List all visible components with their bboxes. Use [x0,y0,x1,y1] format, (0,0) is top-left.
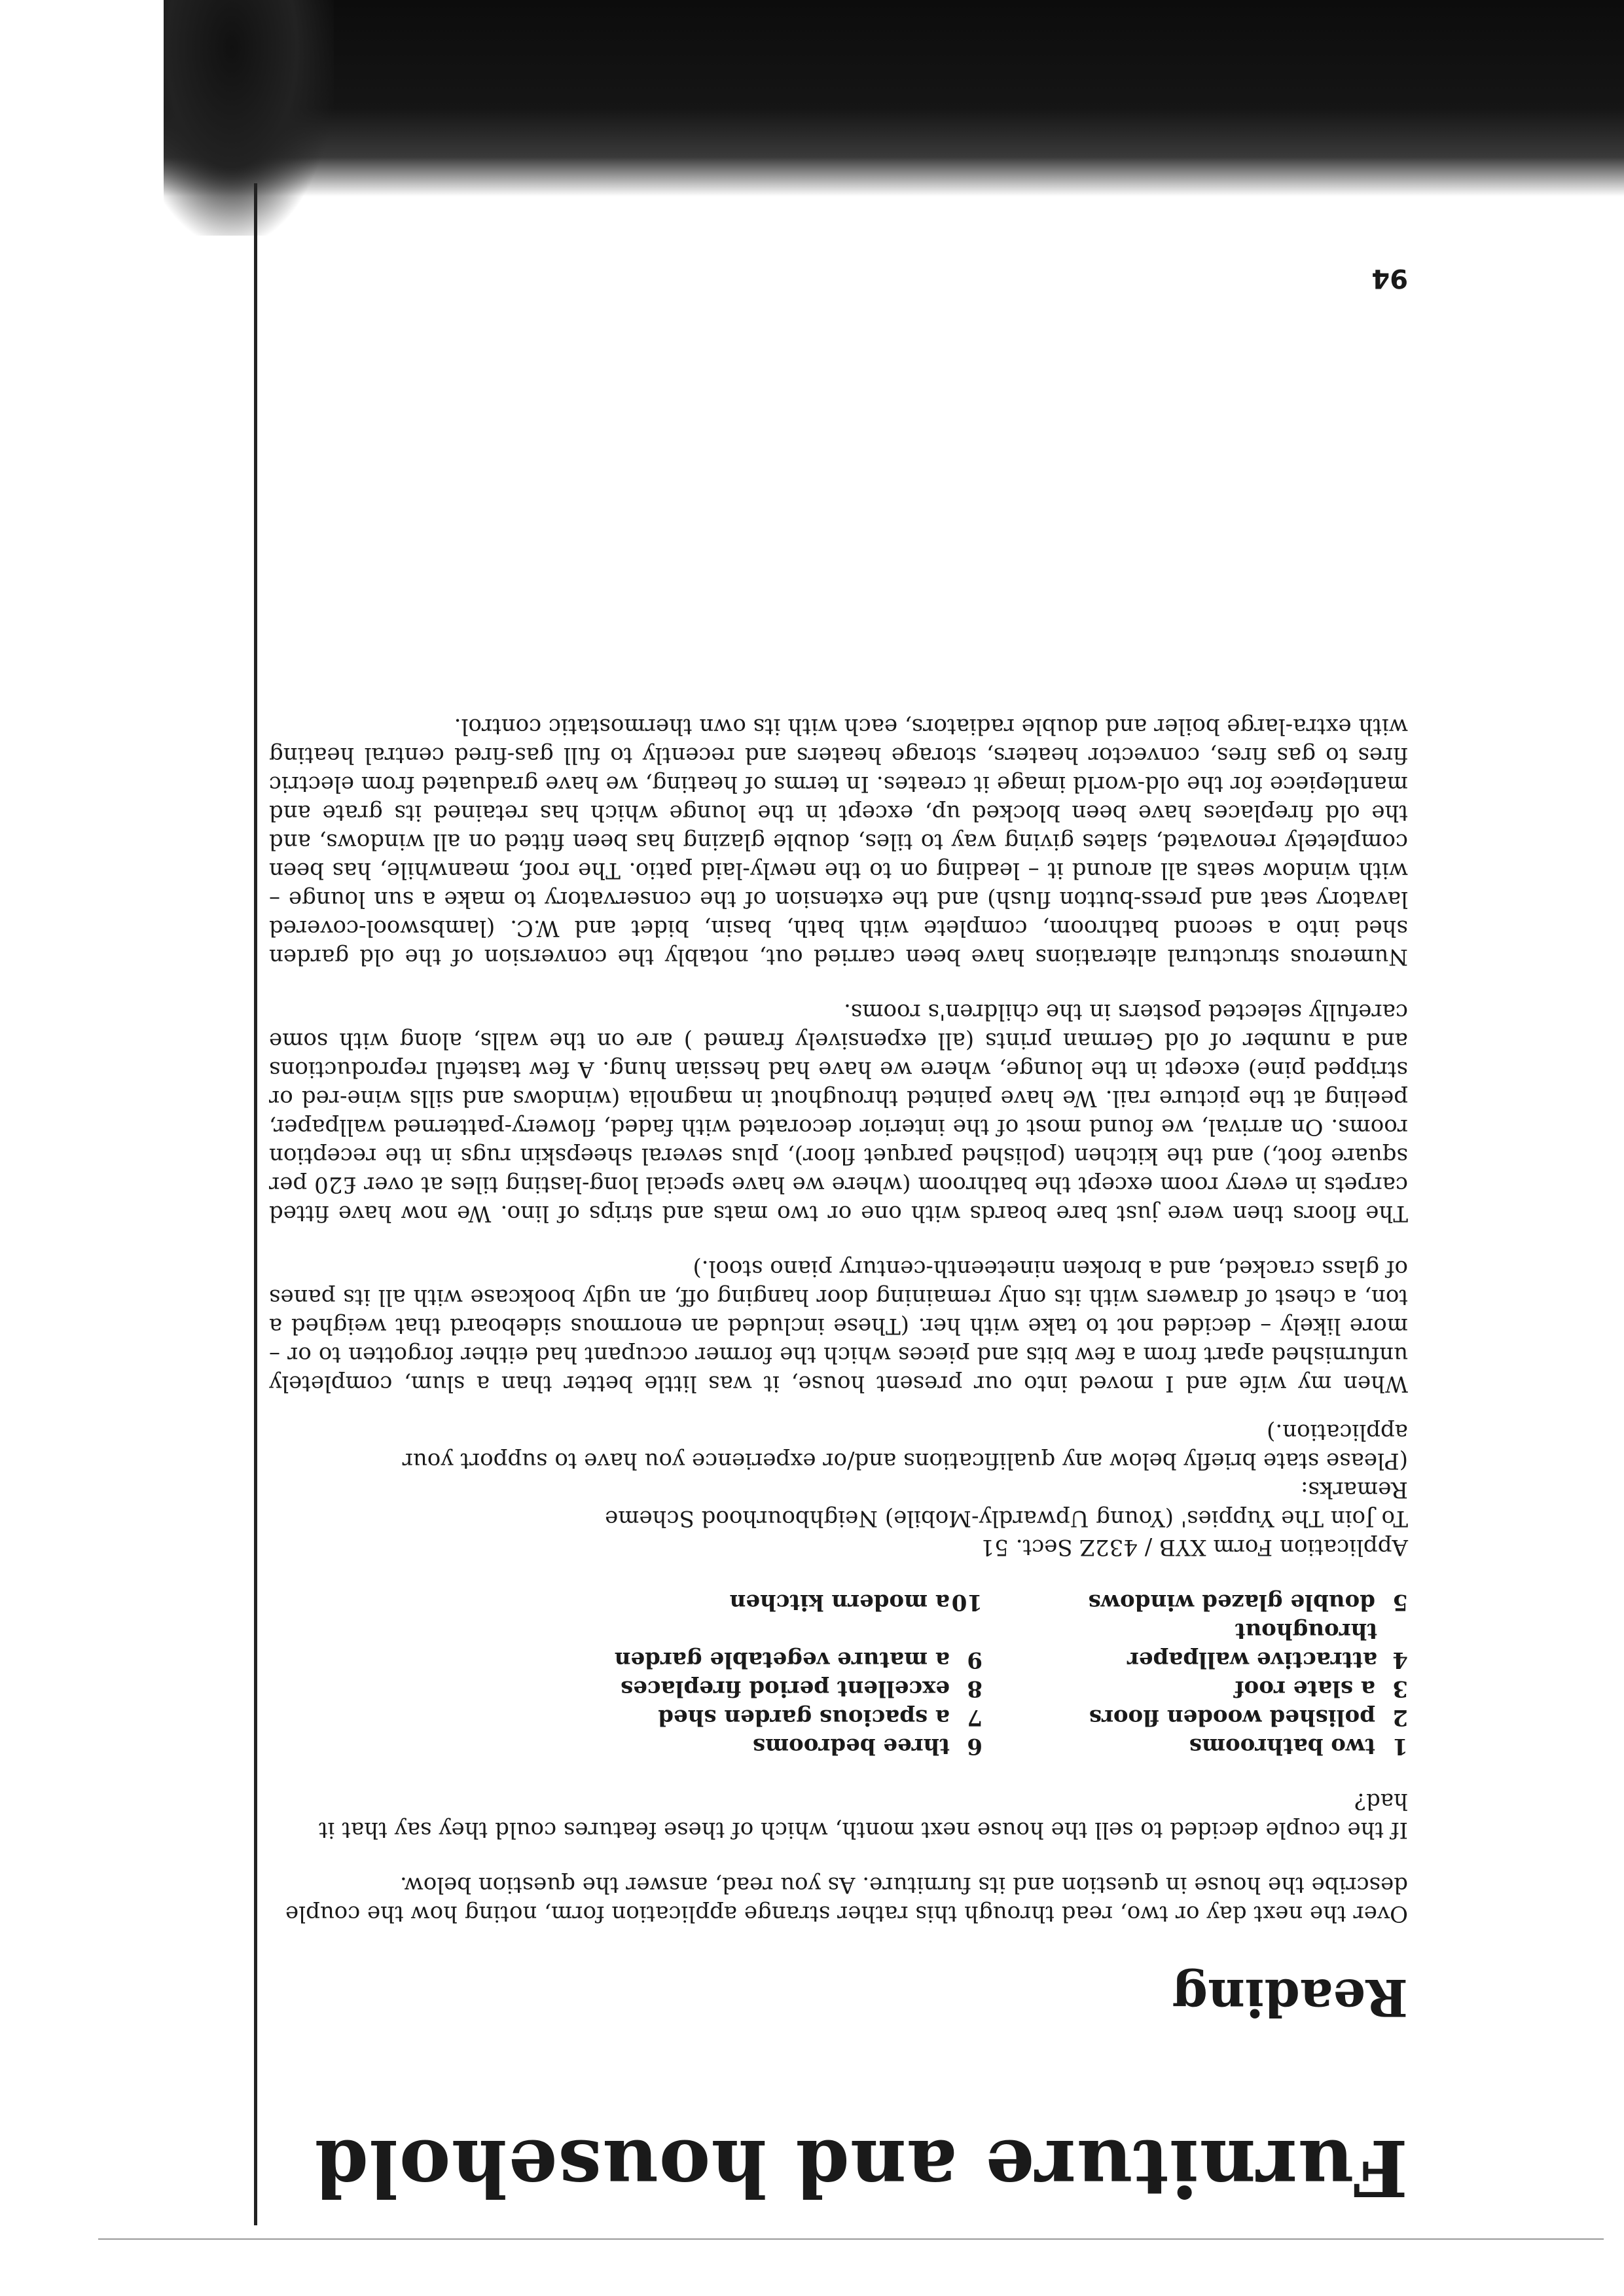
feature-item [328,1732,983,1761]
form-title: Application Form XYB / 432Z Sect. 51 [980,1534,1408,1560]
paragraph-3: Numerous structural alterations have been carried out, notably the conversion of the old garden shed into a second bathroom, complete with bath, basin, bidet and W.C. (lambswool-covered lavatory seat and press-button flush) and the extension of the conservatory to make a sun lounge – with window seats all around it – leading on to the newly-laid patio. The roof, meanwhile, has been completely renovated, slates giving way to tiles, double glazing has been fitted on all windows, and the old fireplaces have been blocked up, except in the lounge which has retained its grate and mantlepiece for the old-world image it creates. In terms of heating, we have graduated from electric fires to gas fires, convector heaters, storage heaters and recently to full gas-fired central heating with extra-large boiler and double radiators, each with its own thermostatic control. [269,713,1408,970]
feature-item [1002,1732,1408,1761]
feature-item [1002,1588,1408,1617]
feature-number: 8 [967,1676,983,1702]
feature-label: a modern kitchen [729,1589,950,1615]
feature-label: attractive wallpaper throughout [1127,1618,1378,1673]
feature-number: 6 [967,1733,983,1759]
feature-label: three bedrooms [752,1733,950,1759]
feature-number: 4 [1392,1647,1408,1673]
reading-instructions: Over the next day or two, read through this rather strange application form, noting how the couple describe the house in question and its furniture. As you read, answer the question below. [285,1872,1408,1927]
feature-item [1002,1674,1408,1703]
form-scheme: To Join The Yuppies' (Young Upwardly-Mobile) Neighbourhood Scheme [605,1505,1408,1532]
chapter-title: Furniture and household [314,2123,1408,2214]
feature-label: polished wooden floors [1089,1704,1375,1731]
feature-number: 3 [1392,1676,1408,1702]
feature-item [1002,1703,1408,1732]
feature-item [328,1703,983,1732]
feature-label: a spacious garden shed [658,1704,950,1731]
page-content [269,686,1408,2214]
feature-number: 9 [967,1647,983,1673]
feature-list [269,1588,1408,1761]
feature-number: 10 [951,1589,983,1615]
feature-number: 2 [1392,1704,1408,1731]
feature-label: a mature vegetable garden [614,1647,950,1673]
application-form-header [269,1418,1408,1562]
form-remarks-label: Remarks: [1301,1477,1408,1503]
feature-item [328,1617,983,1674]
feature-label: a slate roof [1234,1676,1375,1702]
feature-label: two bathrooms [1189,1733,1375,1759]
page-number: 94 [1371,263,1408,293]
feature-label: double glazed windows [1088,1589,1375,1615]
feature-number: 1 [1392,1733,1408,1759]
feature-number: 7 [967,1704,983,1731]
feature-item [328,1588,983,1617]
feature-label: excellent period fireplaces [621,1676,950,1702]
paragraph-1: When my wife and I moved into our present house, it was little better than a slum, completely unfurnished apart from a few bits and pieces which the former occupant had either forgotten to or – more likely – decided not to take with her. (These included an enormous sideboard that weighed a ton, a chest of drawers with its only remaining door hanging off, an ugly bookcase with all its panes of glass cracked, and a broken nineteenth-century piano stool.) [269,1255,1408,1397]
feature-item [1002,1617,1408,1674]
form-remarks-note: (Please state briefly below any qualifications and/or experience you have to support your application.) [402,1419,1408,1474]
question-text: If the couple decided to sell the house next month, which of these features could they say that it had? [318,1788,1408,1843]
section-heading: Reading [1172,1967,1408,2027]
paragraph-2: The floors then were just bare boards with one or two mats and strips of lino. We now have fitted carpets in every room except the bathroom (where we have special long-lasting tiles at over £20 per square foot,) and the kitchen (polished parquet floor), plus several sheepskin rugs in the reception rooms. On arrival, we found most of the interior decorated with faded, flowery-patterned wallpaper, peeling at the picture rail. We have painted throughout in magnolia (windows and sills wine-red or stripped pine) except in the lounge, where we have had hessian hung. A few tasteful reproductions and a number of old German prints (all expensively framed ) are on the walls, along with some carefully selected posters in the children's rooms. [269,999,1408,1227]
feature-number: 5 [1392,1589,1408,1615]
feature-item [328,1674,983,1703]
